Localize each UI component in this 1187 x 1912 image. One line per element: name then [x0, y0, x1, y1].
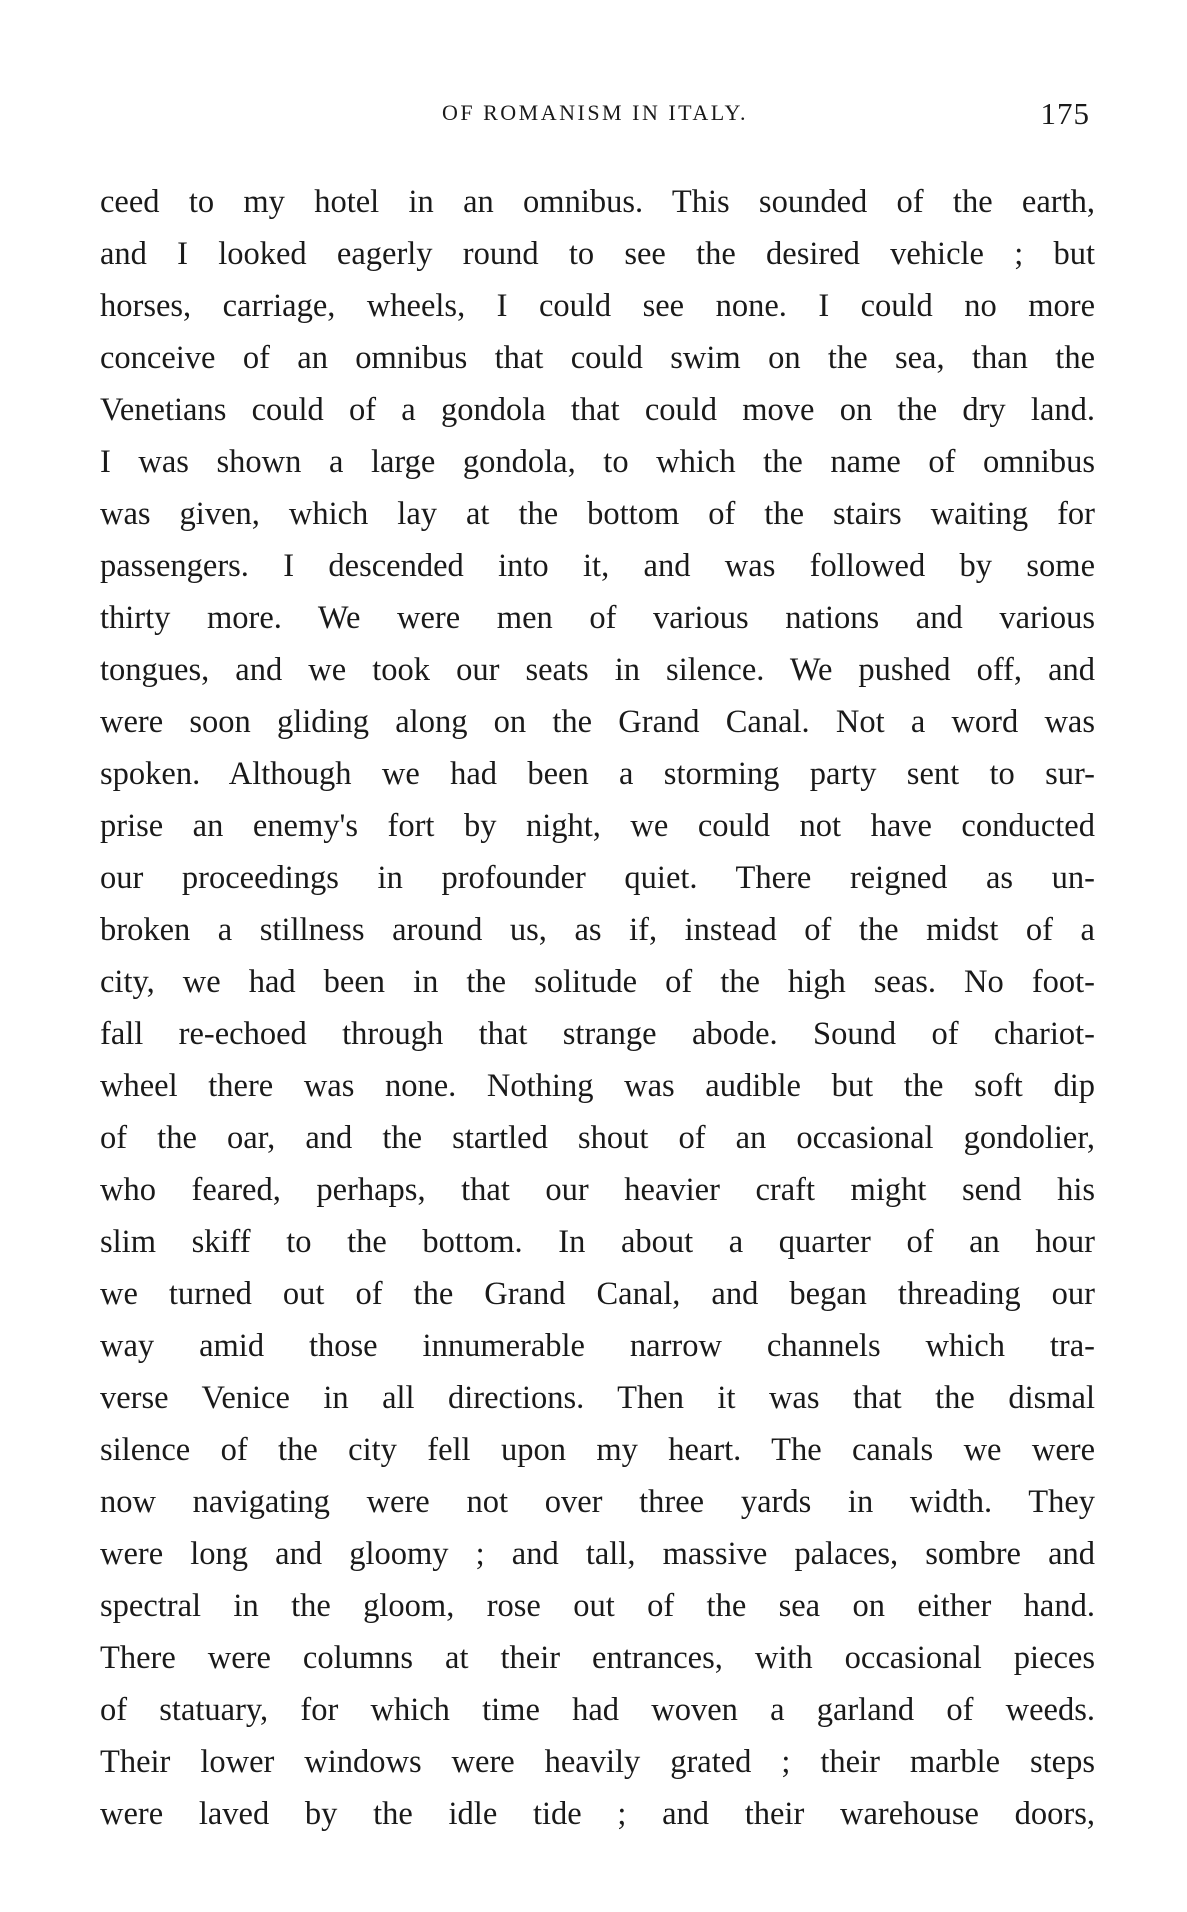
text-line: broken a stillness around us, as if, instead of the midst of a — [100, 912, 1095, 948]
text-line: we turned out of the Grand Canal, and began threading our — [100, 1276, 1095, 1312]
text-line: There were columns at their entrances, with occasional pieces — [100, 1640, 1095, 1676]
text-line: silence of the city fell upon my heart. The canals we were — [100, 1432, 1095, 1468]
text-line: verse Venice in all directions. Then it was that the dismal — [100, 1380, 1095, 1416]
text-line: prise an enemy's fort by night, we could not have conducted — [100, 808, 1095, 844]
text-line: thirty more. We were men of various nations and various — [100, 600, 1095, 636]
text-line: fall re-echoed through that strange abode. Sound of chariot- — [100, 1016, 1095, 1052]
text-line: conceive of an omnibus that could swim on the sea, than the — [100, 340, 1095, 376]
text-line: who feared, perhaps, that our heavier craft might send his — [100, 1172, 1095, 1208]
body-text — [100, 176, 1095, 1840]
page-number: 175 — [1040, 96, 1090, 131]
text-line: Venetians could of a gondola that could move on the dry land. — [100, 392, 1095, 428]
text-line: of the oar, and the startled shout of an occasional gondolier, — [100, 1120, 1095, 1156]
text-line: were long and gloomy ; and tall, massive palaces, sombre and — [100, 1536, 1095, 1572]
text-line: I was shown a large gondola, to which the name of omnibus — [100, 444, 1095, 480]
text-line: way amid those innumerable narrow channels which tra- — [100, 1328, 1095, 1364]
text-line: of statuary, for which time had woven a garland of weeds. — [100, 1692, 1095, 1728]
text-line: and I looked eagerly round to see the desired vehicle ; but — [100, 236, 1095, 272]
text-line: were laved by the idle tide ; and their warehouse doors, — [100, 1796, 1095, 1832]
text-line: was given, which lay at the bottom of the stairs waiting for — [100, 496, 1095, 532]
text-line: slim skiff to the bottom. In about a quarter of an hour — [100, 1224, 1095, 1260]
text-line: spoken. Although we had been a storming party sent to sur- — [100, 756, 1095, 792]
running-title: OF ROMANISM IN ITALY. — [441, 100, 749, 125]
text-line: city, we had been in the solitude of the high seas. No foot- — [100, 964, 1095, 1000]
text-line: our proceedings in profounder quiet. There reigned as un- — [100, 860, 1095, 896]
running-head — [100, 96, 1090, 136]
text-line: horses, carriage, wheels, I could see none. I could no more — [100, 288, 1095, 324]
text-line: wheel there was none. Nothing was audible but the soft dip — [100, 1068, 1095, 1104]
text-line: now navigating were not over three yards in width. They — [100, 1484, 1095, 1520]
text-line: tongues, and we took our seats in silence. We pushed off, and — [100, 652, 1095, 688]
text-line: were soon gliding along on the Grand Canal. Not a word was — [100, 704, 1095, 740]
text-line: ceed to my hotel in an omnibus. This sounded of the earth, — [100, 184, 1095, 220]
text-line: Their lower windows were heavily grated ; their marble steps — [100, 1744, 1095, 1780]
text-line: spectral in the gloom, rose out of the sea on either hand. — [100, 1588, 1095, 1624]
text-line: passengers. I descended into it, and was followed by some — [100, 548, 1095, 584]
